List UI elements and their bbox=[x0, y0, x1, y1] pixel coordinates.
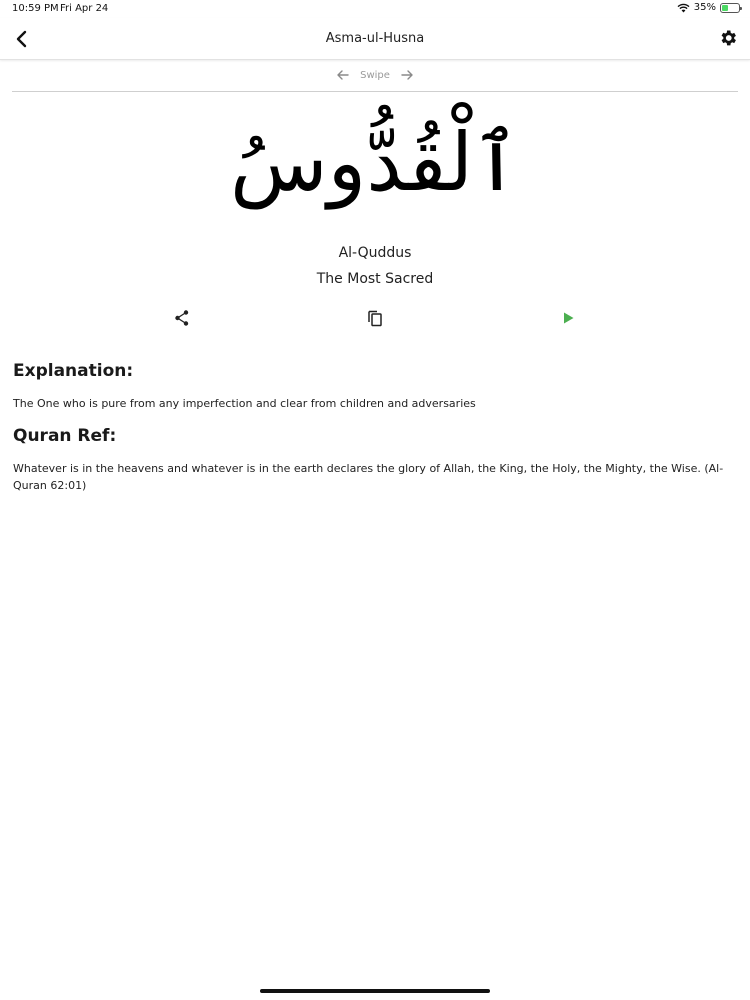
copy-icon[interactable] bbox=[366, 309, 384, 327]
quran-ref-text: Whatever is in the heavens and whatever is in the earth declares the glory of Allah, the King, the Holy, the Mighty, the Wise. (Al-Quran 62:01) bbox=[13, 462, 724, 492]
explanation-heading: Explanation: bbox=[13, 361, 134, 381]
arrow-left-icon[interactable] bbox=[336, 68, 350, 82]
battery-fill bbox=[722, 5, 728, 11]
play-icon[interactable] bbox=[559, 309, 577, 327]
gear-icon[interactable] bbox=[718, 28, 738, 48]
meaning: The Most Sacred bbox=[316, 271, 434, 287]
swipe-label: Swipe bbox=[360, 69, 390, 81]
wifi-icon bbox=[677, 3, 690, 13]
divider bbox=[12, 91, 738, 92]
nav-bar bbox=[0, 18, 750, 60]
battery-percent: 35% bbox=[693, 2, 716, 13]
home-indicator[interactable] bbox=[260, 989, 490, 993]
share-icon[interactable] bbox=[173, 309, 191, 327]
transliteration: Al-Quddus bbox=[338, 245, 412, 261]
quran-ref-heading: Quran Ref: bbox=[13, 426, 117, 446]
swipe-hint bbox=[0, 66, 750, 84]
status-time: 10:59 PM bbox=[12, 3, 59, 14]
status-indicators bbox=[677, 2, 740, 13]
chevron-left-icon[interactable] bbox=[12, 27, 32, 51]
arabic-name: ٱلْقُدُّوسُ bbox=[230, 116, 520, 209]
status-date: Fri Apr 24 bbox=[60, 3, 109, 14]
page-title: Asma-ul-Husna bbox=[325, 31, 425, 46]
status-bar bbox=[0, 0, 750, 18]
arrow-right-icon[interactable] bbox=[400, 68, 414, 82]
explanation-text: The One who is pure from any imperfection and clear from children and adversaries bbox=[13, 397, 476, 410]
battery-icon bbox=[720, 3, 740, 13]
